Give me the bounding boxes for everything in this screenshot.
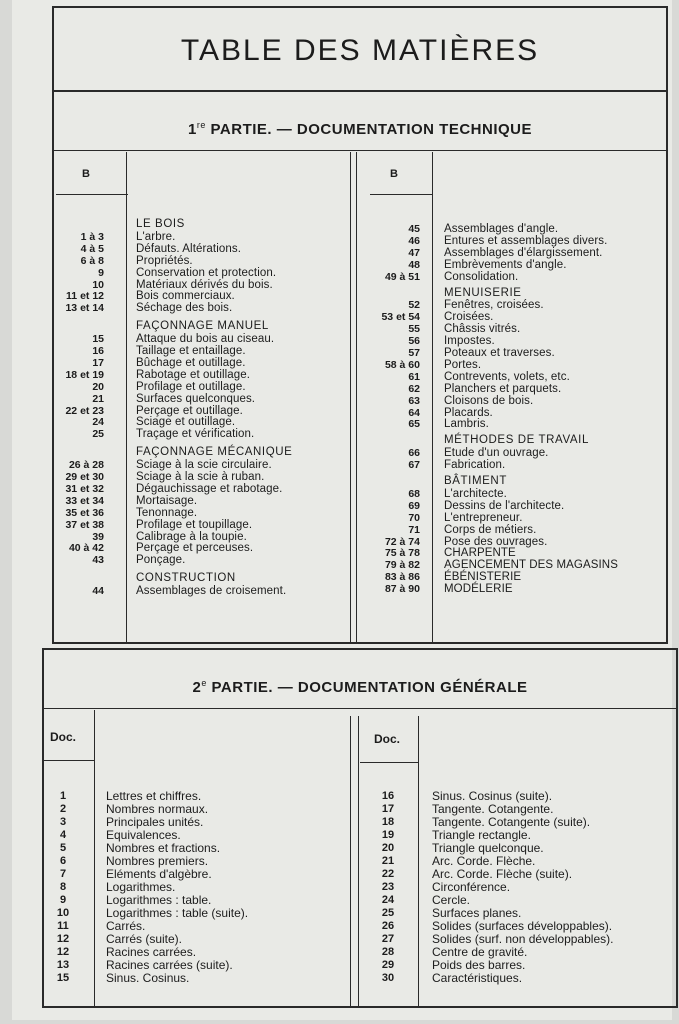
section-heading: FAÇONNAGE MANUEL [136, 320, 269, 333]
entry-title: Sinus. Cosinus (suite). [432, 789, 553, 803]
entry-number: 23 [381, 881, 395, 893]
part2-left-col-rule [42, 760, 94, 761]
part1-left-col-rule [56, 194, 128, 195]
entry-title: Contrevents, volets, etc. [444, 370, 570, 383]
title-rule [52, 90, 668, 92]
entry-title: Embrèvements d'angle. [444, 258, 567, 271]
entry-title: Assemblages de croisement. [136, 585, 287, 598]
entry-title: Tangente. Cotangente. [432, 802, 554, 816]
entry-title: Poteaux et traverses. [444, 347, 555, 359]
entry-number: 29 et 30 [65, 471, 104, 483]
entry-title: Lettres et chiffres. [106, 789, 202, 803]
entry-number: 58 à 60 [384, 358, 420, 371]
part2-header-rule [42, 708, 678, 709]
entry-number: 46 [408, 234, 420, 247]
section-heading: BÂTIMENT [444, 475, 507, 487]
entry-title: AGENCEMENT DES MAGASINS [444, 559, 618, 572]
entry-number: 11 [57, 920, 69, 932]
entry-number: 6 à 8 [80, 254, 104, 267]
entry-number: 61 [408, 370, 420, 383]
entry-title: CHARPENTE [444, 547, 516, 560]
entry-title: Conservation et protection. [136, 266, 277, 279]
entry-number: 69 [408, 499, 420, 512]
entry-title: Calibrage à la toupie. [136, 530, 247, 543]
entry-title: Entures et assemblages divers. [444, 234, 608, 247]
entry-title: Dégauchissage et rabotage. [136, 482, 283, 495]
entry-title: Ponçage. [136, 554, 186, 567]
entry-number: 16 [381, 790, 395, 802]
entry-number: 22 et 23 [65, 404, 104, 417]
entry-title: Fabrication. [444, 459, 506, 472]
entry-number: 20 [381, 842, 395, 854]
entry-number: 62 [408, 382, 420, 395]
entry-title: Surfaces planes. [432, 906, 522, 920]
part2-heading: PARTIE. — DOCUMENTATION GÉNÉRALE [206, 679, 528, 696]
part1-divider-3 [356, 152, 357, 642]
entry-title: L'entrepreneur. [444, 511, 523, 524]
entry-title: Assemblages d'élargissement. [444, 246, 603, 259]
entry-title: Séchage des bois. [136, 302, 233, 315]
entry-title: Nombres normaux. [106, 802, 209, 816]
entry-number: 67 [408, 459, 420, 472]
entry-number: 17 [381, 803, 395, 815]
entry-number: 2 [59, 803, 67, 815]
entry-title: Taillage et entaillage. [136, 345, 246, 357]
entry-title: Bûchage et outillage. [136, 356, 246, 369]
entry-title: Tangente. Cotangente (suite). [432, 815, 591, 829]
entry-number: 40 à 42 [68, 542, 104, 555]
entry-number: 52 [408, 299, 420, 312]
entry-number: 21 [381, 855, 395, 867]
entry-number: 87 à 90 [384, 583, 420, 596]
entry-title: Logarithmes : table (suite). [106, 906, 249, 920]
entry-title: Centre de gravité. [432, 945, 528, 959]
entry-number: 19 [381, 829, 395, 841]
entry-title: Logarithmes. [106, 880, 176, 894]
entry-title: Consolidation. [444, 270, 519, 283]
part1-right-col-rule [370, 194, 432, 195]
entry-title: L'architecte. [444, 487, 507, 500]
part2-left-col-header: Doc. [50, 730, 77, 744]
entry-number: 63 [408, 394, 420, 407]
entry-number: 15 [92, 333, 104, 346]
entry-number: 33 et 34 [65, 494, 104, 507]
entry-title: Poids des barres. [432, 958, 526, 972]
part1-superscript: re [196, 120, 206, 130]
part1-header-rule [52, 150, 668, 151]
entry-number: 7 [59, 868, 67, 880]
entry-title: Logarithmes : table. [106, 893, 212, 907]
entry-title: Circonférence. [432, 880, 511, 894]
entry-number: 56 [408, 335, 420, 348]
entry-number: 16 [92, 345, 104, 357]
entry-title: Assemblages d'angle. [444, 223, 559, 235]
entry-number: 68 [408, 487, 420, 500]
entry-title: Traçage et vérification. [136, 428, 255, 441]
entry-number: 79 à 82 [384, 559, 420, 572]
entry-title: Etude d'un ouvrage. [444, 447, 549, 460]
entry-title: Carrés (suite). [106, 932, 183, 946]
entry-number: 71 [408, 523, 420, 536]
entry-number: 1 à 3 [80, 230, 104, 243]
part1-divider-4 [432, 152, 433, 642]
entry-number: 37 et 38 [65, 518, 104, 531]
entry-number: 25 [92, 428, 104, 441]
entry-number: 30 [381, 972, 395, 984]
page-title: TABLE DES MATIÈRES [180, 34, 540, 67]
part1-left-col-header: B [82, 168, 90, 180]
entry-number: 18 et 19 [65, 368, 104, 381]
entry-title: Dessins de l'architecte. [444, 499, 565, 512]
section-heading: MÉTHODES DE TRAVAIL [444, 434, 589, 447]
entry-title: Perçage et perceuses. [136, 542, 254, 555]
entry-title: Rabotage et outillage. [136, 368, 251, 381]
entry-number: 44 [92, 585, 104, 598]
entry-title: Impostes. [444, 335, 495, 348]
entry-title: Triangle rectangle. [432, 828, 531, 842]
entry-title: Carrés. [106, 919, 146, 933]
part2-right-col-rule [360, 762, 418, 763]
entry-number: 26 [381, 920, 395, 932]
entry-title: Profilage et outillage. [136, 380, 246, 393]
entry-title: Châssis vitrés. [444, 323, 521, 336]
part1-title [52, 120, 668, 138]
entry-number: 49 à 51 [384, 270, 420, 283]
entry-number: 10 [92, 278, 104, 291]
section-heading: FAÇONNAGE MÉCANIQUE [136, 446, 293, 459]
part2-divider-1 [94, 710, 95, 1006]
entry-number: 17 [92, 356, 104, 369]
entry-title: Portes. [444, 358, 482, 371]
entry-title: Attaque du bois au ciseau. [136, 333, 275, 346]
entry-number: 53 et 54 [381, 311, 420, 324]
entry-number: 24 [381, 894, 395, 906]
entry-title: Planchers et parquets. [444, 382, 562, 395]
entry-title: Sciage à la scie à ruban. [136, 471, 265, 483]
entry-number: 31 et 32 [65, 482, 104, 495]
entry-number: 25 [381, 907, 395, 919]
entry-title: ÉBÉNISTERIE [444, 571, 522, 584]
part1-right-col-header: B [390, 168, 398, 180]
entry-number: 8 [59, 881, 67, 893]
entry-number: 65 [408, 418, 420, 431]
entry-title: Placards. [444, 406, 493, 419]
entry-number: 47 [408, 246, 420, 259]
page-sheet [12, 0, 672, 1020]
entry-number: 13 et 14 [65, 302, 104, 315]
entry-title: Fenêtres, croisées. [444, 299, 544, 312]
entry-number: 83 à 86 [384, 571, 420, 584]
section-heading: LE BOIS [136, 218, 185, 230]
section-heading: MENUISERIE [444, 286, 522, 299]
entry-title: Propriétés. [136, 254, 193, 267]
section-heading: CONSTRUCTION [136, 572, 236, 585]
entry-title: Eléments d'algèbre. [106, 867, 212, 881]
entry-number: 18 [381, 816, 395, 828]
entry-number: 6 [59, 855, 67, 867]
part2-number: 2 [192, 679, 202, 696]
entry-number: 45 [408, 223, 420, 235]
entry-number: 3 [59, 816, 67, 828]
entry-number: 20 [92, 380, 104, 393]
entry-title: Arc. Corde. Flèche (suite). [432, 867, 573, 881]
part1-divider-2 [350, 152, 351, 642]
entry-number: 5 [59, 842, 67, 854]
entry-title: Racines carrées. [106, 945, 197, 959]
part2-divider-4 [418, 716, 419, 1006]
part2-superscript: e [201, 678, 207, 688]
part2-right-col-header: Doc. [374, 732, 401, 746]
part1-divider-1 [126, 152, 127, 642]
entry-title: Défauts. Altérations. [136, 242, 242, 255]
entry-number: 12 [56, 946, 70, 958]
entry-number: 55 [408, 323, 420, 336]
entry-number: 1 [59, 790, 67, 802]
entry-number: 39 [92, 530, 104, 543]
entry-number: 27 [381, 933, 395, 945]
entry-number: 9 [98, 266, 104, 279]
entry-title: Solides (surf. non développables). [432, 932, 614, 946]
entry-title: Pose des ouvrages. [444, 535, 548, 548]
entry-number: 75 à 78 [384, 547, 420, 560]
entry-number: 35 et 36 [65, 506, 104, 519]
entry-title: Nombres et fractions. [106, 841, 221, 855]
entry-number: 21 [92, 392, 104, 405]
entry-title: Arc. Corde. Flèche. [432, 854, 536, 868]
part2-divider-2 [350, 716, 351, 1006]
entry-number: 70 [408, 511, 420, 524]
entry-title: Cercle. [432, 893, 471, 907]
entry-title: Solides (surfaces développables). [432, 919, 613, 933]
entry-title: Corps de métiers. [444, 523, 537, 536]
entry-title: Sciage à la scie circulaire. [136, 459, 272, 472]
entry-number: 48 [408, 258, 420, 271]
entry-title: Lambris. [444, 418, 489, 431]
entry-title: MODÉLERIE [444, 583, 513, 596]
entry-title: Mortaisage. [136, 494, 198, 507]
entry-title: L'arbre. [136, 230, 176, 243]
entry-title: Triangle quelconque. [432, 841, 544, 855]
part1-number: 1 [187, 121, 197, 138]
entry-number: 29 [381, 959, 395, 971]
entry-title: Bois commerciaux. [136, 290, 235, 303]
entry-number: 15 [56, 972, 70, 984]
entry-number: 64 [408, 406, 420, 419]
entry-title: Caractéristiques. [432, 971, 523, 985]
entry-title: Profilage et toupillage. [136, 518, 253, 531]
entry-number: 4 [59, 829, 67, 841]
entry-title: Surfaces quelconques. [136, 392, 256, 405]
entry-title: Perçage et outillage. [136, 404, 243, 417]
entry-title: Principales unités. [106, 815, 204, 829]
entry-number: 10 [56, 907, 70, 919]
entry-number: 26 à 28 [68, 459, 104, 472]
entry-title: Tenonnage. [136, 506, 198, 519]
entry-number: 13 [56, 959, 70, 971]
entry-title: Equivalences. [106, 828, 181, 842]
entry-title: Croisées. [444, 311, 494, 324]
entry-number: 12 [56, 933, 70, 945]
entry-title: Cloisons de bois. [444, 394, 534, 407]
entry-number: 72 à 74 [384, 535, 420, 548]
part1-heading: PARTIE. — DOCUMENTATION TECHNIQUE [205, 121, 533, 138]
entry-number: 28 [381, 946, 395, 958]
entry-number: 22 [381, 868, 395, 880]
entry-number: 57 [408, 347, 420, 359]
entry-number: 4 à 5 [80, 242, 104, 255]
entry-title: Sciage et outillage. [136, 416, 236, 429]
entry-number: 24 [92, 416, 104, 429]
entry-number: 43 [92, 554, 104, 567]
entry-number: 11 et 12 [66, 290, 104, 303]
entry-title: Nombres premiers. [106, 854, 209, 868]
entry-title: Racines carrées (suite). [106, 958, 233, 972]
part2-title [42, 678, 678, 696]
part2-divider-3 [358, 716, 359, 1006]
entry-number: 66 [408, 447, 420, 460]
entry-title: Sinus. Cosinus. [106, 971, 190, 985]
entry-title: Matériaux dérivés du bois. [136, 278, 273, 291]
entry-number: 9 [59, 894, 67, 906]
